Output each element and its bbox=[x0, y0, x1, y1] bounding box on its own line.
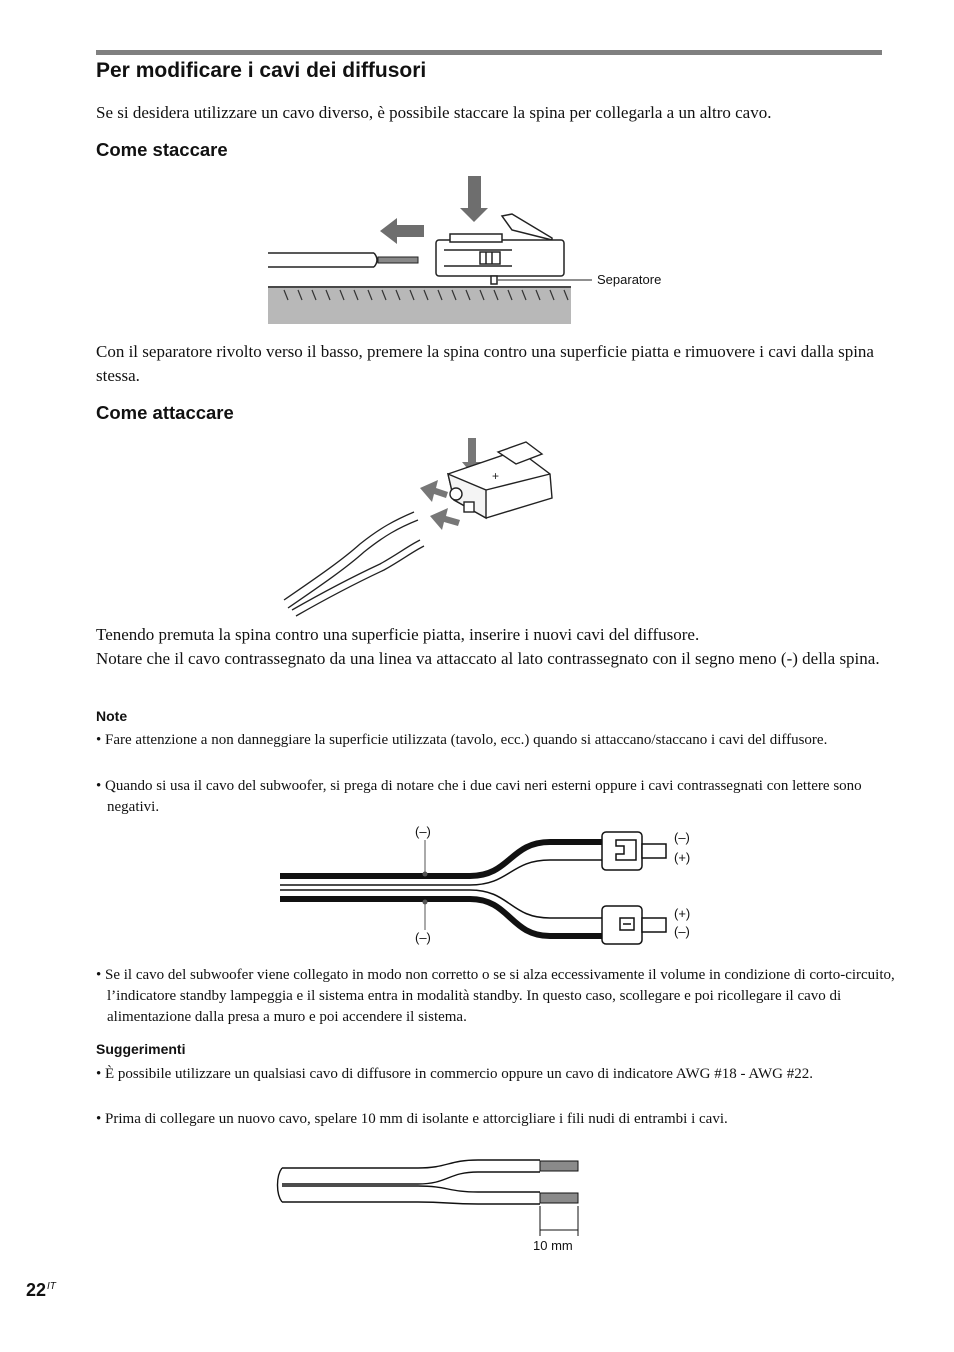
intro-text: Se si desidera utilizzare un cavo diverso, è possibile staccare la spina per collegarla a un altro cavo. bbox=[96, 103, 772, 122]
label-top-minus: (–) bbox=[415, 824, 431, 839]
separator-label: Separatore bbox=[597, 272, 662, 287]
detach-figure bbox=[262, 168, 692, 330]
note-item-3: • Se il cavo del subwoofer viene collegato in modo non corretto o se si alza eccessivamente il volume in condizione di corto-circuito, l’indicatore standby lampeggia e il sistema entra in modalità standby. In questo caso, scollegare e poi ricollegare il cavo di alimentazione dalla presa a muro e poi accendere il sistema. bbox=[96, 967, 895, 1025]
pull-arrow-icon bbox=[380, 218, 424, 244]
note-item-2: • Quando si usa il cavo del subwoofer, si prega di notare che i due cavi neri esterni oppure i cavi contrassegnati con lettere sono negativi. bbox=[96, 778, 862, 815]
notes-heading: Note bbox=[96, 708, 128, 724]
upper-plus-label: (+) bbox=[674, 850, 691, 865]
plug-angled bbox=[448, 442, 552, 518]
subwoofer-cable-figure bbox=[270, 818, 710, 954]
plug bbox=[436, 214, 564, 284]
attach-heading: Come attaccare bbox=[96, 402, 234, 423]
section-rule bbox=[96, 50, 882, 55]
lower-minus-label: (–) bbox=[674, 924, 690, 939]
svg-text:+: + bbox=[492, 469, 500, 483]
detach-heading: Come staccare bbox=[96, 139, 228, 160]
tip-item-1: • È possibile utilizzare un qualsiasi cavo di diffusore in commercio oppure un cavo di indicatore AWG #18 - AWG #22. bbox=[96, 1066, 813, 1082]
speaker-wires bbox=[284, 512, 424, 616]
flat-surface bbox=[268, 286, 571, 324]
detach-text: Con il separatore rivolto verso il basso, premere la spina contro una superficie piatta e rimuovere i cavi dalla spina stessa. bbox=[96, 342, 874, 385]
bare-wire-lower bbox=[540, 1193, 578, 1203]
attach-text-1: Tenendo premuta la spina contro una superficie piatta, inserire i nuovi cavi del diffusore. bbox=[96, 625, 700, 644]
stripped-wire-figure bbox=[268, 1152, 598, 1256]
attach-text-2: Notare che il cavo contrassegnato da una linea va attaccato al lato contrassegnato con il segno meno (-) della spina. bbox=[96, 649, 880, 668]
bare-wire-upper bbox=[540, 1161, 578, 1171]
upper-connector bbox=[602, 832, 666, 870]
press-arrow-icon bbox=[460, 176, 488, 222]
tip-item-2: • Prima di collegare un nuovo cavo, spelare 10 mm di isolante e attorcigliare i fili nudi di entrambi i cavi. bbox=[96, 1111, 728, 1127]
tips-heading: Suggerimenti bbox=[96, 1041, 186, 1057]
subwoofer-wires bbox=[280, 842, 602, 936]
measure-label: 10 mm bbox=[533, 1238, 573, 1253]
wire-pair bbox=[278, 1160, 541, 1204]
lower-connector bbox=[602, 906, 666, 944]
lower-plus-label: (+) bbox=[674, 906, 691, 921]
page-number: $22^{IT}$ bbox=[26, 1280, 56, 1300]
attach-figure bbox=[280, 432, 570, 618]
upper-minus-label: (–) bbox=[674, 830, 690, 845]
label-bottom-minus: (–) bbox=[415, 930, 431, 945]
cable bbox=[268, 253, 418, 267]
section-title: Per modificare i cavi dei diffusori bbox=[96, 59, 427, 82]
note-item-1: • Fare attenzione a non danneggiare la superficie utilizzata (tavolo, ecc.) quando si attaccano/staccano i cavi del diffusore. bbox=[96, 732, 828, 748]
insert-arrow-icon-2 bbox=[430, 508, 460, 530]
measure-bracket bbox=[540, 1206, 578, 1236]
insert-arrow-icon bbox=[420, 480, 448, 502]
